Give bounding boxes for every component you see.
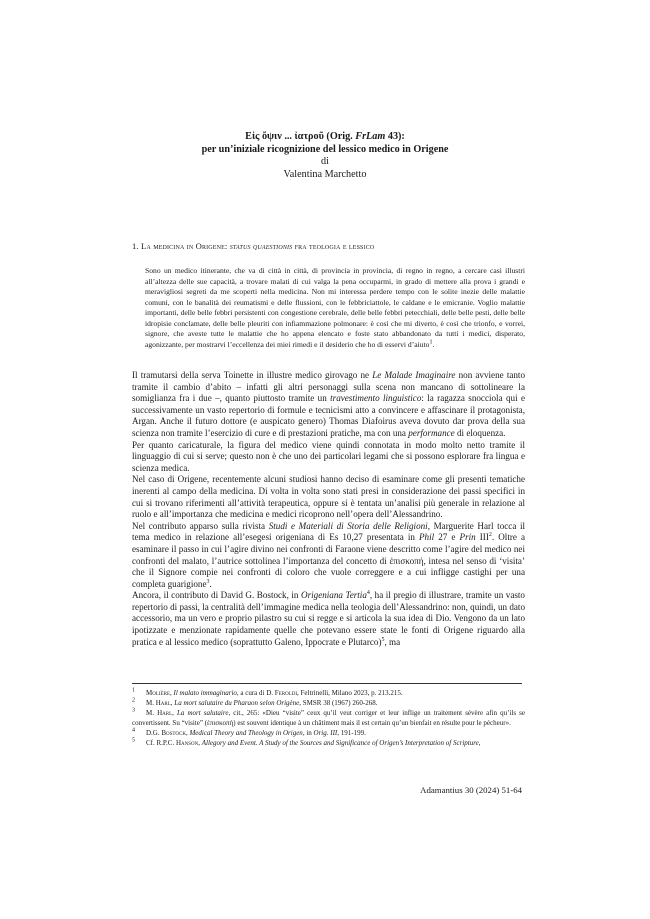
footnote-text: , Feltrinelli, Milano 2023, p. 213.215. <box>297 689 403 697</box>
footnote <box>132 689 525 699</box>
journal-folio: Adamantius 30 (2024) 51-64 <box>420 785 522 795</box>
footnote-text: La mort salutaire <box>177 708 229 717</box>
article-title <box>0 131 650 181</box>
footnote-ref[interactable]: 5 <box>381 636 385 643</box>
section-heading: 1. La medicina in Origene: status quaestionis fra teologia e lessico <box>132 241 375 251</box>
footnote <box>132 739 525 749</box>
paragraph: Nel caso di Origene, recentemente alcuni studiosi hanno deciso di esaminare come gli presenti tematiche inerenti al campo della medicina. Di volta in volta sono stati presi in considerazione dei passi specifici in cui si trovano riferimenti all’attività terapeutica, oppure si è tentata un’analisi più generale in relazione al ruolo e all’importanza che medicina e medici ricoprono nell’opera dell’Alessandrino. <box>132 474 525 520</box>
footnote-text: Hanson <box>175 738 199 747</box>
footnote-text: , 191-199. <box>337 728 366 737</box>
footnote-ref[interactable]: 3 <box>206 578 210 585</box>
paragraph: Per quanto caricaturale, la figura del medico viene quindi connotata in modo molto netto tramite il linguaggio di cui si serve; questo non è che uno dei particolari legami che si possono esplorare fra lingua e scienza medica. <box>132 439 525 473</box>
footnote-text: M. <box>146 708 158 717</box>
footnote <box>132 699 525 709</box>
footnote-number: 4 <box>132 727 135 734</box>
footnote-text: Il malato immaginario <box>173 689 237 697</box>
footnote-text: Medical Theory and Theology in Origen <box>189 728 303 737</box>
author-name: Valentina Marchetto <box>283 168 367 180</box>
footnote-number: 5 <box>132 737 135 744</box>
footnote-ref[interactable]: 1 <box>429 339 433 346</box>
title-by: di <box>321 156 329 168</box>
footnote-list <box>132 689 525 748</box>
footnote-text: , in <box>302 728 314 737</box>
paragraph: Nel contributo apparso sulla rivista Studi e Materiali di Storia delle Religioni, Marguerite Harl tocca il tema medico in relazione all’esegesi origeniana di Es 10,27 presentata in Phil 27 e Prin III$^2$. Oltre a esaminare il passo in cui l’agire divino nei confronti di Faraone viene descritto come l’agire del medico nei confronti del malato, l’autrice sottolinea l’importanza del concetto di ἐπισκοπή, intesa nel senso di ‘visita’ che il Signore compie nei confronti di coloro che vuole correggere e a cui infligge castighi per una completa guarigione$^3$. <box>132 520 526 589</box>
footnote-text: , a cura di D. <box>236 689 275 697</box>
footnote-text: , SMSR 38 (1967) 260-268. <box>299 698 378 707</box>
footnote-text: M. <box>146 698 156 707</box>
title-line-2: per un’iniziale ricognizione del lessico medico in Origene <box>201 143 449 155</box>
footnote-text: Harl <box>157 708 173 717</box>
footnote-number: 2 <box>132 697 135 704</box>
paragraph: Il tramutarsi della serva Toinette in illustre medico girovago ne Le Malade Imaginaire non avviene tanto tramite il cambio d’abito – infatti gli altri personaggi sulla scena non mancano di sottolineare la somiglianza fra i due –, quanto piuttosto tramite un travestimento linguistico: la ragazza snocciola qui e successivamente un vasto repertorio di formule e tecnicismi atto a convincere e affascinare il protagonista, Argan. Anche il futuro dottore (e auspicato genero) Thomas Diafoirus aveva dovuto dar prova della sua scienza non tramite l’esercizio di cure e di prestazioni pratiche, ma con una performance di eloquenza. <box>132 370 525 438</box>
footnote-text: , <box>172 708 177 717</box>
footnote-text: , cit., 265: «Dieu “visite” ceux qu’il veut corriger et leur inflige un traitement sévère afin qu’ils se convertissent. Su “visite” (ἐπισκοπή) est souvent identique à un châtiment mais il est certain qu’un bienfait en résulte pour le pécheur». <box>132 708 526 727</box>
title-line-1: Εἰς ὄψιν ... ἰατροῦ (Orig. FrLam 43): <box>245 131 405 142</box>
footnote-text: , <box>198 738 202 747</box>
footnote <box>132 709 525 729</box>
footnote-number: 3 <box>132 707 135 714</box>
footnote-text: D.G. <box>146 728 162 737</box>
footnote <box>132 729 525 739</box>
epigraph-quote: Sono un medico itinerante, che va di città in città, di provincia in provincia, di regno in regno, a cercare casi illustri all’altezza delle sue capacità, a trovare malati di cui valga la pena occuparmi, in grado di mettere alla prova i grandi e meravigliosi segreti da me scoperti nella medicina. Non mi interessa perdere tempo con le solite inezie delle malattie comuni, con le banalità dei reumatismi e delle flussioni, con le febbriciattole, le caldane e le emicranie. Voglio malattie importanti, delle belle febbri persistenti con congestione cerebrale, delle belle febbri petecchiali, delle belle pesti, delle belle idropisie conclamate, delle belle pleuriti con infiammazione polmonare: è così che mi diverto, è così che trionfo, e vorrei, signore, che aveste tutte le malattie che ho appena elencato e foste stato abbandonato da tutti i medici, disperato, agonizzante, per mostrarvi l’eccellenza dei miei rimedi e il desiderio che ho di esservi d’aiuto$^1$. <box>145 266 525 349</box>
footnote-text: Allegory and Event. A Study of the Sources and Significance of Origen’s Interpretation of Scripture <box>201 738 479 747</box>
footnote-text: La mort salutaire du Pharaon selon Origène <box>174 698 300 707</box>
footnote-text: Cf. R.P.C. <box>146 738 176 747</box>
footnote-ref[interactable]: 4 <box>366 590 370 597</box>
footnote-text: , <box>185 728 190 737</box>
footnote-text: Molière <box>146 689 170 697</box>
footnote-divider <box>132 683 522 684</box>
footnote-text: Bostock <box>161 728 186 737</box>
body-text <box>132 370 525 648</box>
footnote-text: Harl <box>155 698 171 707</box>
footnote-number: 1 <box>132 687 135 694</box>
footnote-text: , <box>170 698 175 707</box>
footnote-text: Feroldi <box>274 689 298 697</box>
footnote-text: , <box>478 738 481 747</box>
footnote-text: Orig. III <box>313 728 338 737</box>
footnote-ref[interactable]: 2 <box>488 532 492 539</box>
paragraph: Ancora, il contributo di David G. Bostock, in Origeniana Tertia$^4$, ha il pregio di illustrare, tramite un vasto repertorio di passi, la centralità dell’immagine medica nella teologia dell’Alessandrino: non, quindi, un dato accessorio, ma un vero e proprio pilastro su cui si regge e si articola la sua idea di Dio. Vengono da un lato ipotizzate e menzionate rapidamente quelle che potevano essere state le fonti di Origene riguardo alla pratica e al lessico medico (soprattutto Galeno, Ippocrate e Plutarco)$^5$, ma <box>132 590 525 647</box>
footnotes <box>132 683 525 748</box>
footnote-text: , <box>170 689 174 697</box>
